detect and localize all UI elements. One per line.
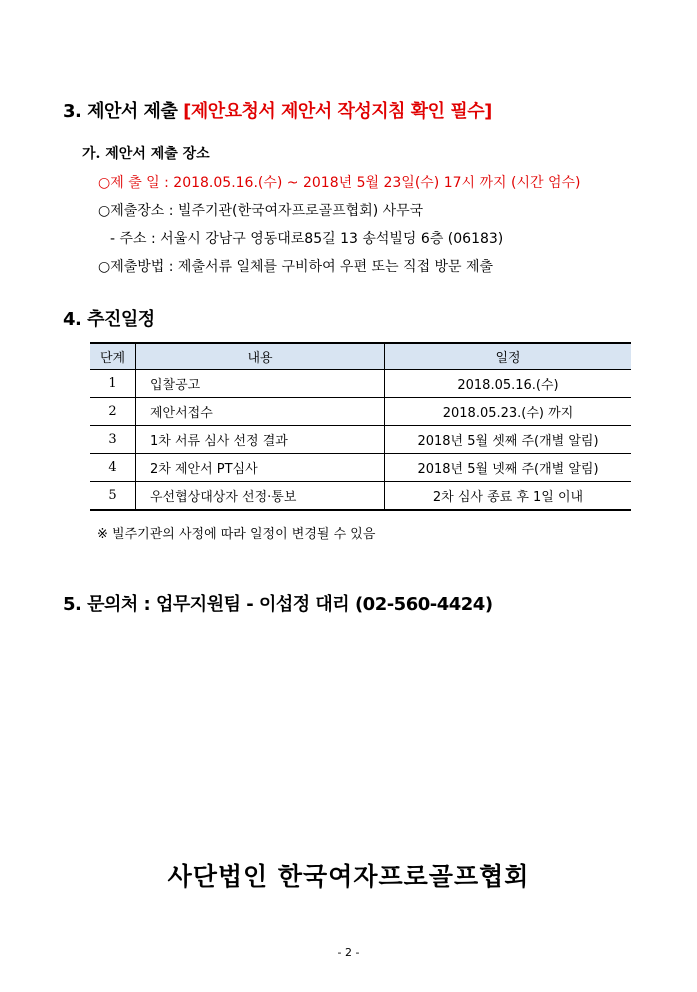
table-row: [90, 426, 631, 454]
header-step: 단계: [90, 343, 136, 370]
schedule-table: [90, 342, 631, 511]
date-cell: 2018.05.23.(수) 까지: [385, 398, 632, 426]
date-cell: 2차 심사 종료 후 1일 이내: [385, 482, 632, 511]
schedule-change-note: ※ 빌주기관의 사정에 따라 일정이 변경될 수 있음: [97, 527, 376, 542]
table-row: [90, 370, 631, 398]
table-header-row: [90, 343, 631, 370]
step-cell: 4: [90, 454, 136, 482]
section-4-heading: 4. 추진일정: [63, 309, 155, 330]
content-cell: 1차 서류 심사 선정 결과: [136, 426, 385, 454]
header-content: 내용: [136, 343, 385, 370]
submission-deadline: ○제 출 일 : 2018.05.16.(수) ~ 2018년 5월 23일(수) 17시 까지 (시간 엄수): [98, 175, 581, 191]
submission-method: ○제출방법 : 제출서류 일체를 구비하여 우편 또는 직접 방문 제출: [98, 259, 494, 275]
section-3-title: 3. 제안서 제출: [63, 101, 184, 122]
step-cell: 2: [90, 398, 136, 426]
content-cell: 2차 제안서 PT심사: [136, 454, 385, 482]
header-date: 일정: [385, 343, 632, 370]
table-row: [90, 398, 631, 426]
date-cell: 2018년 5월 셋째 주(개별 알림): [385, 426, 632, 454]
section-3-requirement-note: [제안요청서 제안서 작성지침 확인 필수]: [183, 101, 492, 122]
submission-place-heading: 가. 제안서 제출 장소: [82, 146, 210, 162]
step-cell: 5: [90, 482, 136, 511]
step-cell: 3: [90, 426, 136, 454]
submission-place: ○제출장소 : 빌주기관(한국여자프로골프협회) 사무국: [98, 203, 424, 219]
table-row: [90, 454, 631, 482]
content-cell: 우선협상대상자 선정·통보: [136, 482, 385, 511]
table-row: [90, 482, 631, 511]
content-cell: 입찰공고: [136, 370, 385, 398]
organization-name: 사단법인 한국여자프로골프협회: [167, 862, 530, 891]
content-cell: 제안서접수: [136, 398, 385, 426]
step-cell: 1: [90, 370, 136, 398]
date-cell: 2018년 5월 넷째 주(개별 알림): [385, 454, 632, 482]
section-3-heading: [63, 97, 492, 123]
submission-address: - 주소 : 서울시 강남구 영동대로85길 13 송석빌딩 6층 (06183): [110, 231, 504, 247]
section-5-contact-heading: 5. 문의처 : 업무지원팀 - 이섭정 대리 (02-560-4424): [63, 594, 493, 615]
date-cell: 2018.05.16.(수): [385, 370, 632, 398]
page-number: - 2 -: [337, 946, 360, 959]
